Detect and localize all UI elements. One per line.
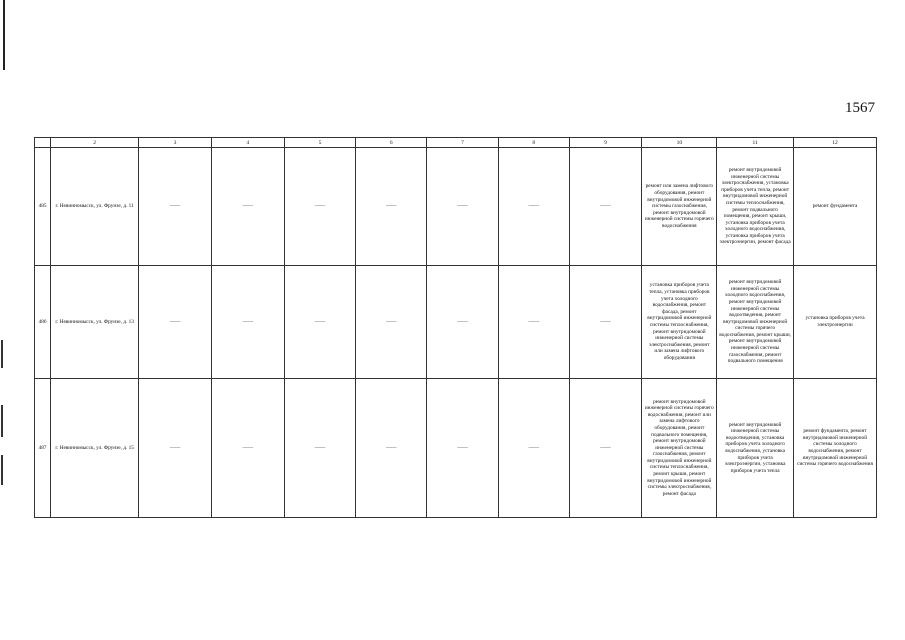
header-cell: 2 <box>51 138 139 148</box>
table-row <box>35 379 877 518</box>
page-number: 1567 <box>845 100 875 116</box>
binding-edge-mark <box>1 405 3 437</box>
dash-cell: —— <box>569 148 642 266</box>
dash-cell: —— <box>356 379 427 518</box>
header-cell: 4 <box>211 138 284 148</box>
address-cell: г. Невинномысск, ул. Фрунзе, д. 13 <box>51 266 139 379</box>
header-cell: 12 <box>794 138 877 148</box>
works-cell: установка приборов учета тепла, установка приборов учета холодного водоснабжения, ремонт фасада, ремонт внутридомовой инженерной системы теплоснабжения, ремонт внутридомовой инженерной системы электроснабжения, ремонт или замена лифтового оборудования <box>642 266 717 379</box>
dash-cell: —— <box>498 379 569 518</box>
row-number: 487 <box>35 379 51 518</box>
dash-cell: —— <box>427 379 499 518</box>
dash-cell: —— <box>498 266 569 379</box>
works-cell: ремонт внутридомовой инженерной системы водоотведения, установка приборов учета холодного водоснабжения, установка приборов учета электроэнергии, установка приборов учета тепла <box>717 379 794 518</box>
works-cell: ремонт фундамента, ремонт внутридомовой инженерной системы холодного водоснабжения, ремонт внутридомовой инженерной системы горячего водоснабжения <box>794 379 877 518</box>
dash-cell: —— <box>498 148 569 266</box>
works-cell: ремонт внутридомовой инженерной системы холодного водоснабжения, ремонт внутридомовой инженерной системы водоотведения, ремонт внутридомовой инженерной системы горячего водоснабжения, ремонт крыши, ремонт внутридомовой инженерной системы газоснабжения, ремонт подвального помещения <box>717 266 794 379</box>
dash-cell: —— <box>284 266 356 379</box>
address-cell: г. Невинномысск, ул. Фрунзе, д. 11 <box>51 148 139 266</box>
dash-cell: —— <box>569 379 642 518</box>
row-number: 485 <box>35 148 51 266</box>
dash-cell: —— <box>139 148 212 266</box>
works-cell: ремонт или замена лифтового оборудования, ремонт внутридомовой инженерной системы газоснабжения, ремонт внутридомовой инженерной системы горячего водоснабжения <box>642 148 717 266</box>
dash-cell: —— <box>211 379 284 518</box>
dash-cell: —— <box>427 148 499 266</box>
header-cell: 6 <box>356 138 427 148</box>
header-cell <box>35 138 51 148</box>
header-cell: 9 <box>569 138 642 148</box>
dash-cell: —— <box>427 266 499 379</box>
dash-cell: —— <box>139 266 212 379</box>
works-cell: ремонт фундамента <box>794 148 877 266</box>
dash-cell: —— <box>284 379 356 518</box>
header-cell: 11 <box>717 138 794 148</box>
binding-edge-mark <box>1 340 3 368</box>
dash-cell: —— <box>356 266 427 379</box>
header-cell: 7 <box>427 138 499 148</box>
works-cell: установка приборов учета электроэнергии <box>794 266 877 379</box>
dash-cell: —— <box>211 266 284 379</box>
header-cell: 10 <box>642 138 717 148</box>
table-row <box>35 266 877 379</box>
row-number: 486 <box>35 266 51 379</box>
dash-cell: —— <box>569 266 642 379</box>
table-row <box>35 148 877 266</box>
dash-cell: —— <box>284 148 356 266</box>
address-cell: г. Невинномысск, ул. Фрунзе, д. 15 <box>51 379 139 518</box>
works-cell: ремонт внутридомовой инженерной системы горячего водоснабжения, ремонт или замена лифтового оборудования, ремонт подвального помещения, ремонт внутридомовой инженерной системы газоснабжения, ремонт внутридомовой инженерной системы теплоснабжения, ремонт крыши, ремонт внутридомовой инженерной системы электроснабжения, ремонт фасада <box>642 379 717 518</box>
dash-cell: —— <box>211 148 284 266</box>
binding-edge-line <box>3 0 5 70</box>
dash-cell: —— <box>356 148 427 266</box>
header-cell: 8 <box>498 138 569 148</box>
dash-cell: —— <box>139 379 212 518</box>
works-cell: ремонт внутридомовой инженерной системы электроснабжения, установка приборов учета тепла, ремонт внутридомовой инженерной системы теплоснабжения, ремонт подвального помещения, ремонт крыши, установка приборов учета холодного водоснабжения, установка приборов учета электроэнергии, ремонт фасада <box>717 148 794 266</box>
repair-program-table <box>34 137 877 518</box>
header-cell: 3 <box>139 138 212 148</box>
binding-edge-mark <box>1 455 3 485</box>
header-cell: 5 <box>284 138 356 148</box>
column-number-row <box>35 138 877 148</box>
